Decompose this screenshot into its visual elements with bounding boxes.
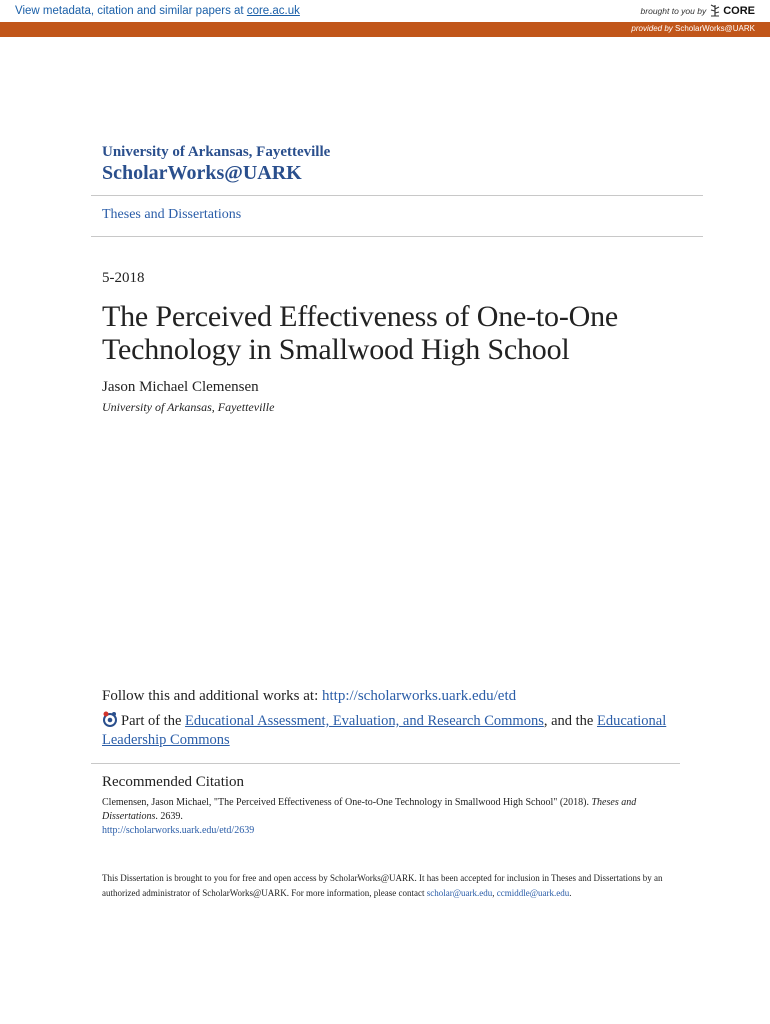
citation-text	[102, 796, 672, 838]
divider	[91, 195, 703, 196]
core-metadata-link[interactable]	[15, 5, 300, 17]
document-title	[102, 300, 722, 366]
citation-series: Theses and Dissertations	[102, 797, 637, 822]
series-link[interactable]: Theses and Dissertations	[102, 207, 242, 222]
disclaimer-text: This Dissertation is brought to you for free and open access by ScholarWorks@UARK. It has been accepted for inclusion in Theses and Dissertations by an authorized administrator of ScholarWorks@UARK. For more information, please contact	[102, 873, 663, 898]
author-name[interactable]: Jason Michael Clemensen	[102, 379, 259, 395]
core-ac-uk-link[interactable]: core.ac.uk	[246, 5, 300, 17]
provided-by-source[interactable]: ScholarWorks@UARK	[675, 24, 755, 33]
citation-number: . 2639.	[155, 811, 183, 822]
brought-by-label: brought to you by	[640, 5, 707, 16]
brought-by-core[interactable]	[641, 4, 755, 17]
core-banner	[0, 0, 770, 22]
part-of-prefix: Part of the	[121, 713, 186, 729]
follow-line	[102, 688, 516, 705]
core-logo-icon	[709, 4, 721, 17]
publication-date: 5-2018	[102, 270, 145, 286]
author-affiliation: University of Arkansas, Fayetteville	[102, 400, 275, 414]
contact-email-scholar[interactable]: scholar@uark.edu	[426, 888, 493, 898]
institution-name[interactable]: University of Arkansas, Fayetteville	[102, 144, 331, 160]
citation-body: Clemensen, Jason Michael, "The Perceived Effectiveness of One-to-One Technology in Smallwood High School" (2018).	[102, 797, 592, 808]
commons-link-assessment[interactable]: Educational Assessment, Evaluation, and Research Commons	[185, 713, 544, 729]
citation-url-link[interactable]: http://scholarworks.uark.edu/etd/2639	[102, 825, 255, 836]
follow-url-link[interactable]: http://scholarworks.uark.edu/etd	[321, 688, 517, 704]
provided-by[interactable]	[631, 24, 755, 33]
follow-text: Follow this and additional works at:	[102, 688, 322, 704]
email-separator: ,	[492, 888, 497, 898]
core-provided-bar	[0, 22, 770, 37]
network-icon	[102, 711, 119, 727]
part-of-connector: , and the	[543, 713, 597, 729]
title-line-1: The Perceived Effectiveness of One-to-One	[102, 300, 619, 333]
disclaimer-end: .	[569, 888, 572, 898]
divider	[91, 763, 680, 764]
provided-by-label: provided by	[631, 24, 675, 33]
access-disclaimer	[102, 871, 682, 901]
repository-name[interactable]: ScholarWorks@UARK	[102, 162, 302, 184]
contact-email-ccmiddle[interactable]: ccmiddle@uark.edu	[496, 888, 570, 898]
divider	[91, 236, 703, 237]
part-of-commons	[102, 711, 702, 750]
core-logo[interactable]	[709, 4, 755, 17]
title-line-2: Technology in Smallwood High School	[102, 333, 570, 366]
commons-link-leadership[interactable]: Educational Leadership Commons	[102, 713, 667, 748]
core-logo-text: CORE	[723, 4, 755, 17]
core-metadata-text: View metadata, citation and similar papers at	[15, 5, 247, 17]
citation-heading: Recommended Citation	[102, 774, 245, 790]
